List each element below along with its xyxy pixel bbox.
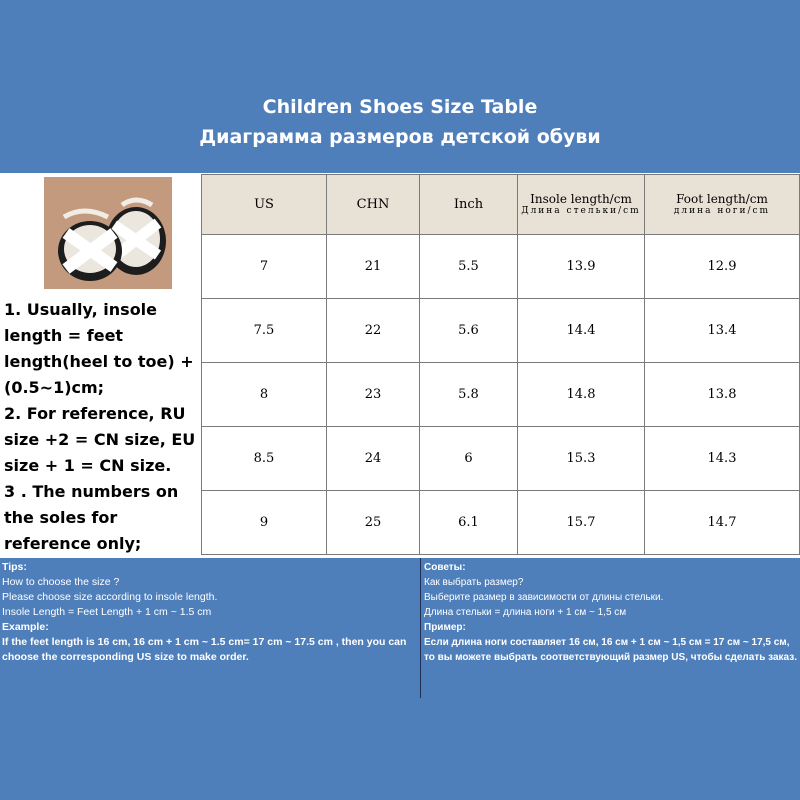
cell-chn: 23 [327, 363, 420, 427]
cell-foot: 14.3 [645, 427, 800, 491]
cell-chn: 22 [327, 299, 420, 363]
tips-en-line: Insole Length = Feet Length + 1 cm ~ 1.5 cm [2, 606, 212, 618]
cell-foot: 14.7 [645, 491, 800, 555]
cell-us: 8.5 [202, 427, 327, 491]
size-section [0, 173, 800, 558]
tips-en-title: Tips: [2, 561, 27, 573]
tips-ru-line: Выберите размер в зависимости от длины стельки. [424, 592, 664, 603]
table-row [202, 363, 800, 427]
note-2: 2. For reference, RU size +2 = CN size, EU size + 1 = CN size. [4, 404, 196, 475]
cell-foot: 12.9 [645, 235, 800, 299]
tips-divider [420, 558, 421, 698]
cell-inch: 5.8 [420, 363, 518, 427]
header-foot-ru: длина ноги/cm [673, 206, 771, 216]
notes-text [4, 297, 200, 557]
sandal-image [44, 177, 172, 289]
product-photo [44, 177, 172, 289]
cell-inch: 6.1 [420, 491, 518, 555]
table-row [202, 299, 800, 363]
table-row [202, 491, 800, 555]
header-inch: Inch [420, 175, 518, 235]
header-insole-ru: Длина стельки/cm [521, 206, 641, 216]
tips-en-line: How to choose the size ? [2, 576, 120, 588]
tips-section [0, 558, 800, 800]
cell-us: 9 [202, 491, 327, 555]
cell-inch: 6 [420, 427, 518, 491]
header-insole-en: Insole length/cm [530, 192, 632, 206]
tips-ru-line: Как выбрать размер? [424, 577, 524, 588]
cell-chn: 24 [327, 427, 420, 491]
title-english: Children Shoes Size Table [262, 96, 538, 118]
cell-chn: 25 [327, 491, 420, 555]
cell-insole: 13.9 [518, 235, 645, 299]
tips-ru-example: Если длина ноги составляет 16 см, 16 см + 1 см ~ 1,5 см = 17 см ~ 17,5 см, то вы можете выбрать соответствующий размер US, чтобы сделать заказ. [424, 637, 797, 663]
tips-ru-title: Советы: [424, 562, 466, 573]
tips-ru-example-label: Пример: [424, 622, 466, 633]
tips-russian [424, 560, 800, 665]
cell-chn: 21 [327, 235, 420, 299]
cell-insole: 14.8 [518, 363, 645, 427]
cell-insole: 15.3 [518, 427, 645, 491]
table-header-row [202, 175, 800, 235]
table-row [202, 427, 800, 491]
cell-us: 7.5 [202, 299, 327, 363]
tips-ru-line: Длина стельки = длина ноги + 1 см ~ 1,5 см [424, 607, 627, 618]
cell-foot: 13.4 [645, 299, 800, 363]
header-foot-en: Foot length/cm [676, 192, 768, 206]
cell-insole: 14.4 [518, 299, 645, 363]
cell-inch: 5.5 [420, 235, 518, 299]
cell-us: 7 [202, 235, 327, 299]
table-row [202, 235, 800, 299]
header-chn: CHN [327, 175, 420, 235]
note-3: 3 . The numbers on the soles for reference only; [4, 482, 179, 553]
title-russian: Диаграмма размеров детской обуви [199, 126, 601, 148]
header-foot [645, 175, 800, 235]
size-table [201, 174, 800, 555]
cell-insole: 15.7 [518, 491, 645, 555]
tips-en-example: If the feet length is 16 cm, 16 cm + 1 cm ~ 1.5 cm= 17 cm ~ 17.5 cm , then you can choose the corresponding US size to make order. [2, 636, 407, 663]
tips-en-example-label: Example: [2, 621, 49, 633]
note-1: 1. Usually, insole length = feet length(heel to toe) + (0.5~1)cm; [4, 300, 194, 397]
notes-panel [0, 173, 201, 558]
cell-us: 8 [202, 363, 327, 427]
tips-en-line: Please choose size according to insole length. [2, 591, 218, 603]
cell-inch: 5.6 [420, 299, 518, 363]
cell-foot: 13.8 [645, 363, 800, 427]
header [0, 0, 800, 172]
tips-english [2, 560, 418, 665]
header-insole [518, 175, 645, 235]
header-us: US [202, 175, 327, 235]
